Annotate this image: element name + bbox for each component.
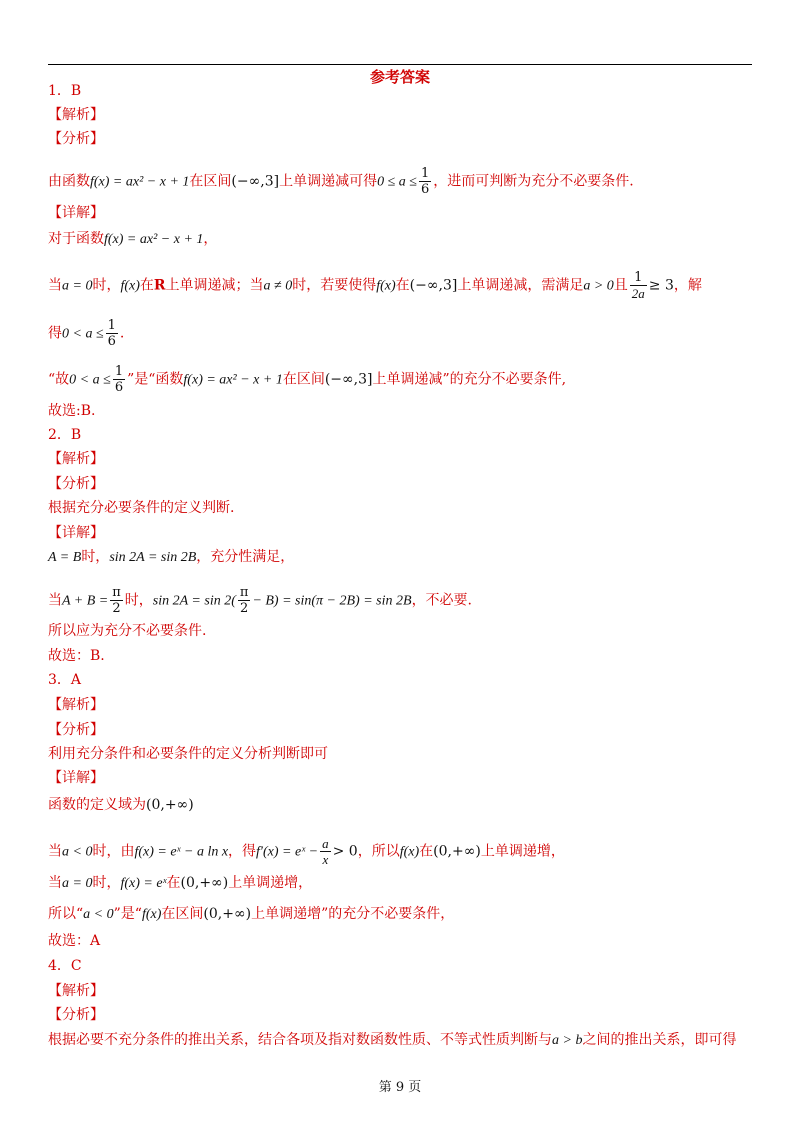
text: 在区间 — [189, 173, 232, 190]
formula: (−∞,3] — [409, 277, 458, 294]
q4-answer: 4．C — [48, 958, 82, 974]
text: ，不必要. — [411, 592, 473, 609]
text: 上单调递减可得 — [279, 173, 378, 190]
denominator: 2 — [112, 601, 121, 616]
text: 所以“ — [48, 906, 84, 922]
formula: (0,+∞) — [180, 875, 229, 891]
formula: a ≠ 0 — [263, 278, 293, 294]
fraction — [419, 166, 431, 197]
fraction — [238, 585, 251, 616]
q3-xiangjie-label: 【详解】 — [48, 770, 104, 786]
formula: (0,+∞) — [203, 906, 252, 922]
formula: (−∞,3] — [324, 371, 373, 388]
q2-analysis-line: 根据充分必要条件的定义判断. — [48, 500, 235, 516]
formula: f(x) = ax² − x + 1 — [90, 174, 190, 190]
q1-answer: 1．B — [48, 83, 82, 99]
q1-xiangjie-label: 【详解】 — [48, 205, 104, 221]
denominator: 6 — [107, 334, 116, 349]
text: 得 — [48, 325, 62, 342]
formula: f(x) = ax² − x + 1 — [183, 372, 283, 388]
text: 上单调递增， — [480, 843, 565, 860]
q3-detail-line-3 — [48, 874, 752, 893]
text: 时， — [92, 277, 121, 294]
text: 当 — [48, 592, 62, 609]
text: 时， — [124, 592, 153, 609]
q3-answer: 3．A — [48, 672, 82, 688]
formula: f(x) = ax² − x + 1 — [104, 232, 204, 247]
numerator: 1 — [630, 270, 647, 286]
formula: a > b — [552, 1033, 583, 1048]
text: 时，若要使得 — [292, 277, 377, 294]
q1-detail-line-1 — [48, 230, 752, 249]
denominator: 2 — [240, 601, 249, 616]
text: 在区间 — [282, 371, 325, 388]
formula: f(x) = eˣ — [120, 876, 167, 891]
denominator: 6 — [420, 182, 430, 197]
q3-conclusion-line — [48, 905, 752, 924]
denominator: 2a — [631, 286, 645, 301]
formula: A = B — [48, 550, 82, 565]
formula: 0 < a ≤ — [62, 326, 104, 342]
text: “故 — [48, 371, 70, 388]
formula: (0,+∞) — [146, 797, 194, 813]
q1-jiexi-label: 【解析】 — [48, 107, 104, 123]
formula: f(x) — [141, 907, 162, 922]
fraction — [110, 585, 123, 616]
text: 根据必要不充分条件的推出关系，结合各项及指对数函数性质、不等式性质判断与 — [48, 1032, 552, 1048]
q1-detail-line-3 — [48, 318, 752, 349]
formula: f(x) — [376, 278, 396, 294]
page-title: 参考答案 — [369, 68, 430, 86]
fraction — [106, 318, 118, 349]
text: ，解 — [673, 277, 702, 294]
text: 上单调递减；当 — [165, 277, 264, 294]
numerator: a — [322, 836, 329, 851]
q4-analysis-line — [48, 1031, 752, 1050]
text: 在 — [139, 277, 154, 294]
text: 上单调递增”的充分不必要条件， — [251, 906, 455, 922]
formula: a > 0 — [583, 278, 614, 294]
q1-choice: 故选:B. — [48, 403, 96, 419]
text: 在 — [395, 277, 410, 294]
formula: a = 0 — [62, 278, 93, 294]
q4-fenxi-label: 【分析】 — [48, 1007, 104, 1023]
formula: 0 ≤ a ≤ — [377, 174, 417, 190]
numerator: 1 — [114, 364, 124, 379]
text: ，进而可判断为充分不必要条件. — [433, 173, 634, 190]
text: 对于函数 — [48, 231, 104, 247]
q4-jiexi-label: 【解析】 — [48, 983, 104, 999]
formula: sin 2A = sin 2B — [109, 550, 197, 565]
fraction — [320, 836, 331, 867]
q3-fenxi-label: 【分析】 — [48, 722, 104, 738]
fraction — [630, 270, 647, 301]
formula: A + B = — [62, 593, 109, 609]
formula: sin 2A = sin 2( — [152, 593, 236, 609]
q2-answer: 2．B — [48, 427, 82, 443]
text: 上单调递减，需满足 — [457, 277, 584, 294]
formula: f(x) — [399, 844, 420, 860]
q2-detail-line-1 — [48, 548, 752, 567]
q2-jiexi-label: 【解析】 — [48, 451, 104, 467]
q3-choice: 故选：A — [48, 933, 101, 949]
text: 当 — [48, 277, 62, 294]
header-rule — [48, 64, 752, 65]
text: ”是“函数 — [127, 371, 184, 388]
formula: (0,+∞) — [433, 843, 481, 860]
q2-conclusion-line: 所以应为充分不必要条件. — [48, 623, 207, 639]
text: ，所以 — [357, 843, 400, 860]
q3-jiexi-label: 【解析】 — [48, 697, 104, 713]
q2-detail-line-2 — [48, 585, 752, 616]
q1-fenxi-label: 【分析】 — [48, 131, 104, 147]
text: 当 — [48, 843, 62, 860]
text: . — [119, 325, 125, 342]
denominator: x — [322, 852, 329, 867]
text: ，充分性满足， — [196, 549, 295, 565]
numerator: 1 — [107, 318, 116, 333]
formula: − B) = sin(π − 2B) = sin 2B — [252, 593, 412, 609]
text: 函数的定义域为 — [48, 797, 146, 813]
formula: a < 0 — [62, 844, 93, 860]
text: 在区间 — [161, 906, 204, 922]
text: 之间的推出关系，即可得 — [582, 1032, 737, 1048]
text: ， — [203, 231, 218, 247]
formula: ≥ 3 — [648, 277, 674, 294]
text: ”是“ — [113, 906, 142, 922]
q3-detail-line-2 — [48, 836, 752, 867]
q2-fenxi-label: 【分析】 — [48, 476, 104, 492]
q1-conclusion-line — [48, 364, 752, 395]
q3-detail-line-1 — [48, 796, 752, 814]
formula: f(x) — [120, 278, 140, 294]
formula: > 0 — [332, 843, 358, 860]
denominator: 6 — [114, 380, 124, 395]
q2-choice: 故选：B. — [48, 648, 105, 664]
text: 在 — [166, 875, 181, 891]
formula: R — [153, 277, 166, 294]
q1-detail-line-2 — [48, 270, 752, 301]
text: 且 — [613, 277, 628, 294]
formula: a = 0 — [62, 876, 93, 891]
text: ，得 — [228, 843, 257, 860]
text: 当 — [48, 875, 62, 891]
page-number: 第 9 页 — [378, 1080, 422, 1095]
text: 时， — [92, 875, 121, 891]
formula: f′(x) = eˣ − — [256, 844, 319, 860]
text: 由函数 — [48, 173, 90, 190]
text: 上单调递增， — [228, 875, 313, 891]
numerator: π — [239, 585, 249, 600]
q3-analysis-line: 利用充分条件和必要条件的定义分析判断即可 — [48, 746, 328, 762]
formula: 0 < a ≤ — [69, 372, 111, 388]
text: 上单调递减”的充分不必要条件, — [372, 371, 567, 388]
numerator: 1 — [420, 166, 430, 181]
formula: (−∞,3] — [231, 173, 280, 190]
formula: f(x) = eˣ − a ln x — [134, 844, 229, 860]
q1-analysis-line — [48, 166, 752, 197]
text: 在 — [419, 843, 434, 860]
q2-xiangjie-label: 【详解】 — [48, 525, 104, 541]
formula: a < 0 — [83, 907, 114, 922]
numerator: π — [112, 585, 121, 600]
text: 时， — [81, 549, 110, 565]
text: 时，由 — [92, 843, 135, 860]
fraction — [113, 364, 125, 395]
